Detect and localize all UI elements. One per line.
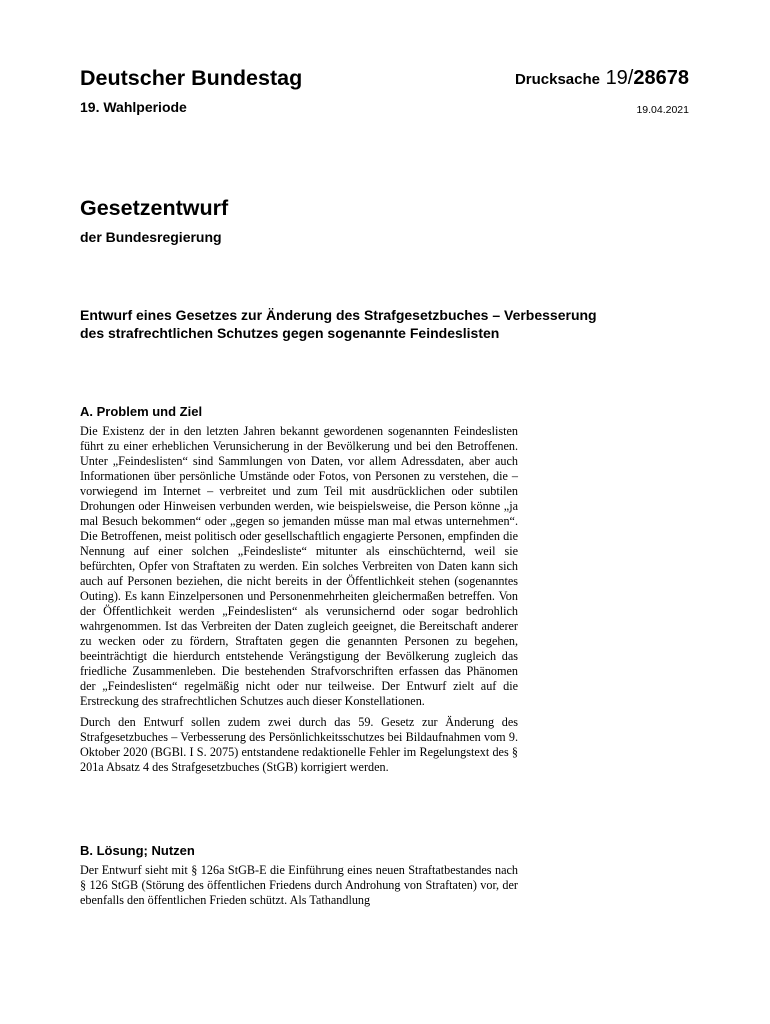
document-title-line: des strafrechtlichen Schutzes gegen sogenannte Feindeslisten bbox=[80, 325, 500, 341]
section-paragraph: Der Entwurf sieht mit § 126a StGB-E die Einführung eines neuen Straftatbestandes nach § 126 StGB (Störung des öffentlichen Friedens durch Androhung von Straftaten) vor, der ebenfalls den öffentlichen Frieden schützt. Als Tathandlung bbox=[80, 863, 518, 907]
section-paragraph: Durch den Entwurf sollen zudem zwei durch das 59. Gesetz zur Änderung des Strafgesetzbuches – Verbesserung des Persönlichkeitsschutzes bei Bildaufnahmen vom 9. Oktober 2020 (BGBl. I S. 2075) entstandene redaktionelle Fehler im Regelungstext des § 201a Absatz 4 des Strafgesetzbuches (StGB) korrigiert werden. bbox=[80, 715, 518, 774]
drucksache-label: Drucksache bbox=[514, 71, 600, 88]
section-heading: B. Lösung; Nutzen bbox=[80, 843, 195, 858]
document-title bbox=[80, 306, 680, 342]
document-date: 19.04.2021 bbox=[636, 104, 689, 116]
drucksache-number-value: 28678 bbox=[633, 67, 689, 89]
drucksache-prefix: 19/ bbox=[605, 67, 634, 89]
document-author: der Bundesregierung bbox=[80, 229, 222, 245]
section-heading: A. Problem und Ziel bbox=[80, 404, 203, 419]
document-type: Gesetzentwurf bbox=[80, 196, 229, 220]
section-problem-und-ziel bbox=[80, 404, 518, 781]
parliament-name: Deutscher Bundestag bbox=[80, 66, 303, 90]
document-title-line: Entwurf eines Gesetzes zur Änderung des Strafgesetzbuches – Verbesserung bbox=[80, 307, 597, 323]
electoral-period: 19. Wahlperiode bbox=[80, 99, 187, 115]
drucksache-number bbox=[515, 67, 689, 90]
section-loesung-nutzen bbox=[80, 843, 518, 914]
section-paragraph: Die Existenz der in den letzten Jahren bekannt gewordenen sogenannten Feindeslisten führt zu einer erheblichen Verunsicherung in der Bevölkerung und bei den Betroffenen. Unter „Feindeslisten“ sind Sammlungen von Daten, vor allem Adressdaten, aber auch Informationen über persönliche Umstände oder Fotos, von Personen zu verstehen, die – vorwiegend im Internet – verbreitet und zum Teil mit ausdrücklichen oder subtilen Drohungen oder Hinweisen verbunden werden, wie beispielsweise, die Person könne „ja mal Besuch bekommen“ oder „gegen so jemanden müsse man mal etwas unternehmen“. Die Betroffenen, meist politisch oder gesellschaftlich engagierte Personen, empfinden die Nennung auf einer solchen „Feindesliste“ mitunter als einschüchternd, weil sie befürchten, Opfer von Straftaten zu werden. Ein solches Verbreiten von Daten kann sich auch auf Personen beziehen, die nicht bereits in der Öffentlichkeit stehen (sogenanntes Outing). Es kann Einzelpersonen und Personenmehrheiten gleichermaßen betreffen. Von der Öffentlichkeit werden „Feindeslisten“ als verunsichernd oder sogar bedrohlich wahrgenommen. Ist das Verbreiten der Daten zugleich geeignet, die Bereitschaft anderer zu wecken oder zu fördern, Straftaten gegen die genannten Personen zu begehen, beeinträchtigt die hierdurch entstehende Verängstigung der Bevölkerung zugleich das friedliche Zusammenleben. Die bestehenden Strafvorschriften erfassen das Phänomen der „Feindeslisten“ regelmäßig nicht oder nur teilweise. Der Entwurf zielt auf die Erstreckung des strafrechtlichen Schutzes auch dieser Konstellationen. bbox=[80, 424, 518, 708]
